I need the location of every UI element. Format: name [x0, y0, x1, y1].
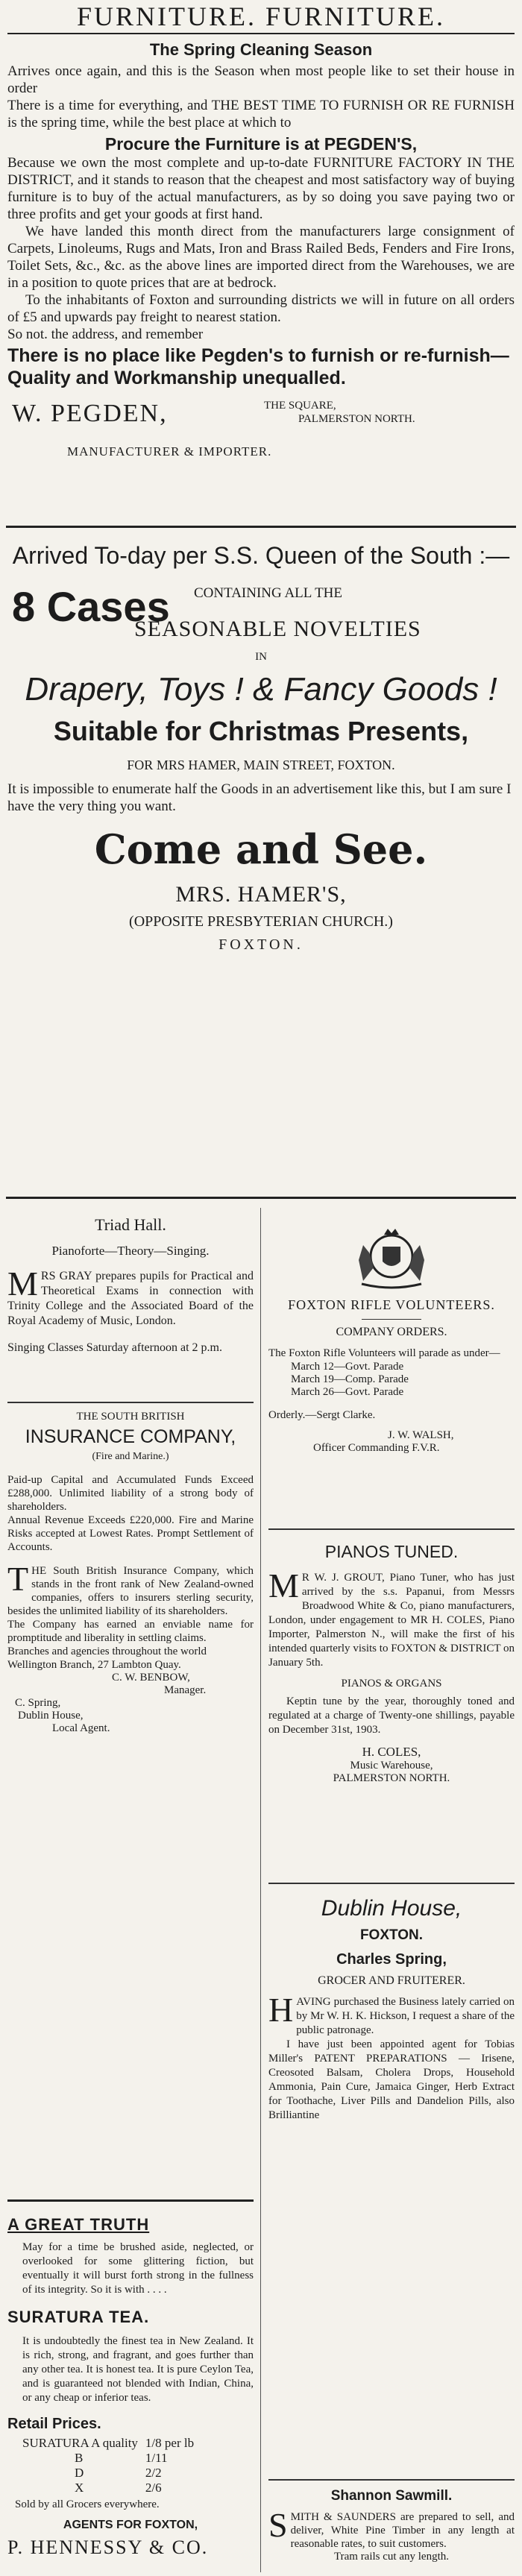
hamer-name: MRS. HAMER'S, — [175, 882, 347, 907]
royal-crest — [268, 1215, 515, 1297]
rifles-officer: J. W. WALSH, — [388, 1429, 454, 1441]
sawmill-tram: Tram rails cut any length. — [333, 2551, 449, 2563]
rifles-advert — [268, 1215, 515, 1455]
hamer-in: IN — [255, 651, 267, 663]
pianos-body2: Keptin tune by the year, thoroughly toned and regulated at a charge of Twenty-one shillings, payable on December 31st, 1903. — [268, 1695, 515, 1736]
pianos-warehouse: Music Warehouse, — [350, 1760, 433, 1772]
rifles-title: FOXTON RIFLE VOLUNTEERS. — [288, 1297, 495, 1312]
pegden-para5: To the inhabitants of Foxton and surrounding districts we will in future on all orders of £5 and upwards pay freight to nearest station. — [7, 292, 515, 325]
pegden-address1: THE SQUARE, — [264, 400, 336, 412]
rifles-orders: COMPANY ORDERS. — [336, 1326, 447, 1338]
truth-title: A GREAT TRUTH — [7, 2215, 150, 2234]
price-label: B — [75, 2451, 84, 2465]
insurance-agent-house: Dublin House, — [18, 1710, 84, 1722]
hamer-town: FOXTON. — [218, 936, 304, 953]
divider-2 — [6, 1197, 516, 1199]
divider-1 — [6, 526, 516, 528]
pegden-trade: MANUFACTURER & IMPORTER. — [67, 444, 272, 459]
insurance-title: INSURANCE COMPANY, — [25, 1426, 236, 1447]
hamer-opposite: (OPPOSITE PRESBYTERIAN CHURCH.) — [129, 913, 393, 930]
rifles-date: March 19—Comp. Parade — [291, 1373, 409, 1385]
hamer-impossible: It is impossible to enumerate half the Goods in an advertisement like this, but I am sure I have the very thing you want. — [7, 781, 512, 814]
pegden-headline: FURNITURE. FURNITURE. — [7, 1, 515, 34]
sawmill-advert — [268, 2479, 515, 2563]
dublin-body2: I have just been appointed agent for Tobias Miller's PATENT PREPARATIONS — Irisene, Creosoted Balsam, Cholera Drops, Household Ammonia, Pain Cure, Jamaica Ginger, Herb Extract for Toothache, Liver Pills and Dandelion Pills, also Brilliantine — [268, 2038, 515, 2121]
column-divider — [260, 1208, 261, 2572]
price-row — [22, 2481, 201, 2495]
insurance-p2: Annual Revenue Exceeds £220,000. Fire and Marine Risks accepted at Lowest Rates. Prompt Settlement of Accounts. — [7, 1514, 254, 1553]
tea-sold: Sold by all Grocers everywhere. — [15, 2498, 160, 2510]
pegden-para2: There is a time for everything, and THE BEST TIME TO FURNISH OR RE FURNISH is the spring time, while the best place at which to — [7, 98, 515, 130]
insurance-agent-title: Local Agent. — [52, 1722, 110, 1734]
pegden-address2: PALMERSTON NORTH. — [298, 413, 415, 425]
pianos-town: PALMERSTON NORTH. — [333, 1772, 450, 1784]
suratura-advert — [7, 2199, 254, 2559]
price-value: 1/8 per lb — [145, 2436, 195, 2450]
insurance-p3: THE South British Insurance Company, which stands in the front rank of New Zealand-owned companies, offers to insurers sterling security, besides the unlimited liability of its shareholders. — [7, 1560, 254, 1617]
retail-title: Retail Prices. — [7, 2416, 101, 2432]
dublin-trade: GROCER AND FRUITERER. — [318, 1974, 465, 1987]
hamer-advert — [7, 541, 515, 954]
rifles-orderly: Orderly.—Sergt Clarke. — [268, 1409, 376, 1421]
price-label: X — [75, 2481, 84, 2495]
triad-classes: Singing Classes Saturday afternoon at 2 p.m. — [7, 1341, 222, 1354]
pianos-title: PIANOS TUNED. — [324, 1542, 459, 1561]
hamer-for: FOR MRS HAMER, MAIN STREET, FOXTON. — [127, 758, 395, 772]
pegden-para1: Arrives once again, and this is the Season when most people like to set their house in order — [7, 63, 515, 96]
royal-crest-icon — [347, 1215, 436, 1294]
hamer-cases: 8 Cases — [12, 583, 170, 630]
pegden-para6: So not. the address, and remember — [7, 327, 204, 342]
insurance-p6: Wellington Branch, 27 Lambton Quay. — [7, 1659, 181, 1671]
tea-body: It is undoubtedly the finest tea in New Zealand. It is rich, strong, and fragrant, and goes further than any other tea. It is honest tea. It is pure Ceylon Tea, and is guaranteed not blended with Indian, China, or any cheap or inferior teas. — [22, 2335, 254, 2404]
insurance-pre: THE SOUTH BRITISH — [76, 1411, 185, 1423]
rifles-intro: The Foxton Rifle Volunteers will parade as under— — [268, 1347, 500, 1359]
dublin-house-advert — [268, 1883, 515, 2123]
insurance-agent-name: C. Spring, — [15, 1697, 61, 1709]
price-value: 2/6 — [145, 2481, 162, 2495]
price-label: SURATURA A quality — [22, 2436, 138, 2450]
triad-hall-advert — [7, 1215, 254, 1355]
hamer-goods: Drapery, Toys ! & Fancy Goods ! — [25, 671, 497, 708]
hamer-suitable: Suitable for Christmas Presents, — [53, 716, 469, 746]
sawmill-title: Shannon Sawmill. — [330, 2488, 453, 2504]
pianos-sub: PIANOS & ORGANS — [341, 1678, 442, 1689]
price-table — [22, 2436, 201, 2495]
tea-agents: AGENTS FOR FOXTON, — [63, 2519, 198, 2531]
insurance-p5: Branches and agencies throughout the world — [7, 1646, 207, 1657]
insurance-manager-name: C. W. BENBOW, — [112, 1672, 190, 1684]
tea-title: SURATURA TEA. — [7, 2308, 150, 2326]
pegden-tagline: There is no place like Pegden's to furnish or re-furnish—Quality and Workmanship unequalled. — [7, 345, 509, 388]
sawmill-body: SMITH & SAUNDERS are prepared to sell, and deliver, White Pine Timber in any length at reasonable rates, to suit customers. — [268, 2506, 515, 2550]
pegden-subhead: The Spring Cleaning Season — [149, 40, 373, 59]
pegden-procure: Procure the Furniture is at PEGDEN'S, — [104, 134, 418, 154]
price-row — [22, 2466, 201, 2481]
triad-subjects: Pianoforte—Theory—Singing. — [51, 1244, 210, 1258]
pegden-para4: We have landed this month direct from the manufacturers large consignment of Carpets, Linoleums, Rugs and Mats, Iron and Brass Railed Beds, Fenders and Fire Irons, Toilet Sets, &c., &c. as the above lines are imported direct from the Warehouses, we are in a position to quote prices that are at bedrock. — [7, 224, 515, 291]
pianos-body: MR W. J. GROUT, Piano Tuner, who has just arrived by the s.s. Papanui, from Messrs Broadwood White & Co, piano manufacturers, London, under engagement to MR H. COLES, Piano Importer, Palmerston N., will make the first of his intended quarterly visits to FOXTON & DISTRICT on January 5th. — [268, 1566, 515, 1669]
triad-body: MRS GRAY prepares pupils for Practical and Theoretical Exams in connection with Trinity College and the Associated Board of the Royal Academy of Music, London. — [7, 1265, 254, 1327]
pegden-para3: Because we own the most complete and up-to-date FURNITURE FACTORY IN THE DISTRICT, and it stands to reason that the cheapest and most satisfactory way of buying furniture is to buy of the actual manufacturers, as by so doing you save paying two or three profits and get your goods at first hand. — [7, 155, 515, 222]
price-label: D — [75, 2466, 84, 2480]
hamer-come: Come and See. — [94, 825, 428, 873]
pianos-advert — [268, 1528, 515, 1785]
rifles-date: March 12—Govt. Parade — [291, 1361, 404, 1373]
insurance-p4: The Company has earned an enviable name for promptitude and liberality in settling claims. — [7, 1619, 254, 1644]
dublin-title: Dublin House, — [321, 1896, 462, 1921]
hamer-arrived: Arrived To-day per S.S. Queen of the South :— — [12, 542, 510, 569]
price-value: 2/2 — [145, 2466, 162, 2480]
price-value: 1/11 — [145, 2451, 168, 2465]
price-row — [22, 2436, 201, 2451]
insurance-advert — [7, 1402, 254, 1735]
truth-body: May for a time be brushed aside, neglected, or overlooked for some glittering fiction, but eventually it will burst forth strong in the fullness of its integrity. So it is with . . . . — [22, 2241, 254, 2296]
dublin-town: FOXTON. — [359, 1927, 424, 1943]
rifles-date: March 26—Govt. Parade — [291, 1386, 404, 1398]
pegden-name: W. PEGDEN, — [12, 400, 168, 427]
dublin-name: Charles Spring, — [336, 1951, 447, 1968]
dublin-body: HAVING purchased the Business lately carried on by Mr W. H. K. Hickson, I request a share of the public patronage. — [268, 1991, 515, 2036]
pegden-advert — [7, 1, 515, 459]
rifles-divider — [362, 1319, 421, 1320]
price-row — [22, 2451, 201, 2466]
triad-title: Triad Hall. — [95, 1215, 166, 1234]
hamer-novelties: SEASONABLE NOVELTIES — [134, 617, 421, 641]
hamer-containing: CONTAINING ALL THE — [194, 585, 343, 601]
tea-agent-name: P. HENNESSY & CO. — [7, 2536, 209, 2558]
insurance-p1: Paid-up Capital and Accumulated Funds Exceed £288,000. Unlimited liability of a strong body of shareholders. — [7, 1474, 254, 1513]
rifles-officer-title: Officer Commanding F.V.R. — [313, 1442, 440, 1454]
insurance-sub: (Fire and Marine.) — [92, 1451, 169, 1462]
insurance-manager-title: Manager. — [164, 1684, 207, 1696]
pianos-name: H. COLES, — [362, 1745, 421, 1759]
